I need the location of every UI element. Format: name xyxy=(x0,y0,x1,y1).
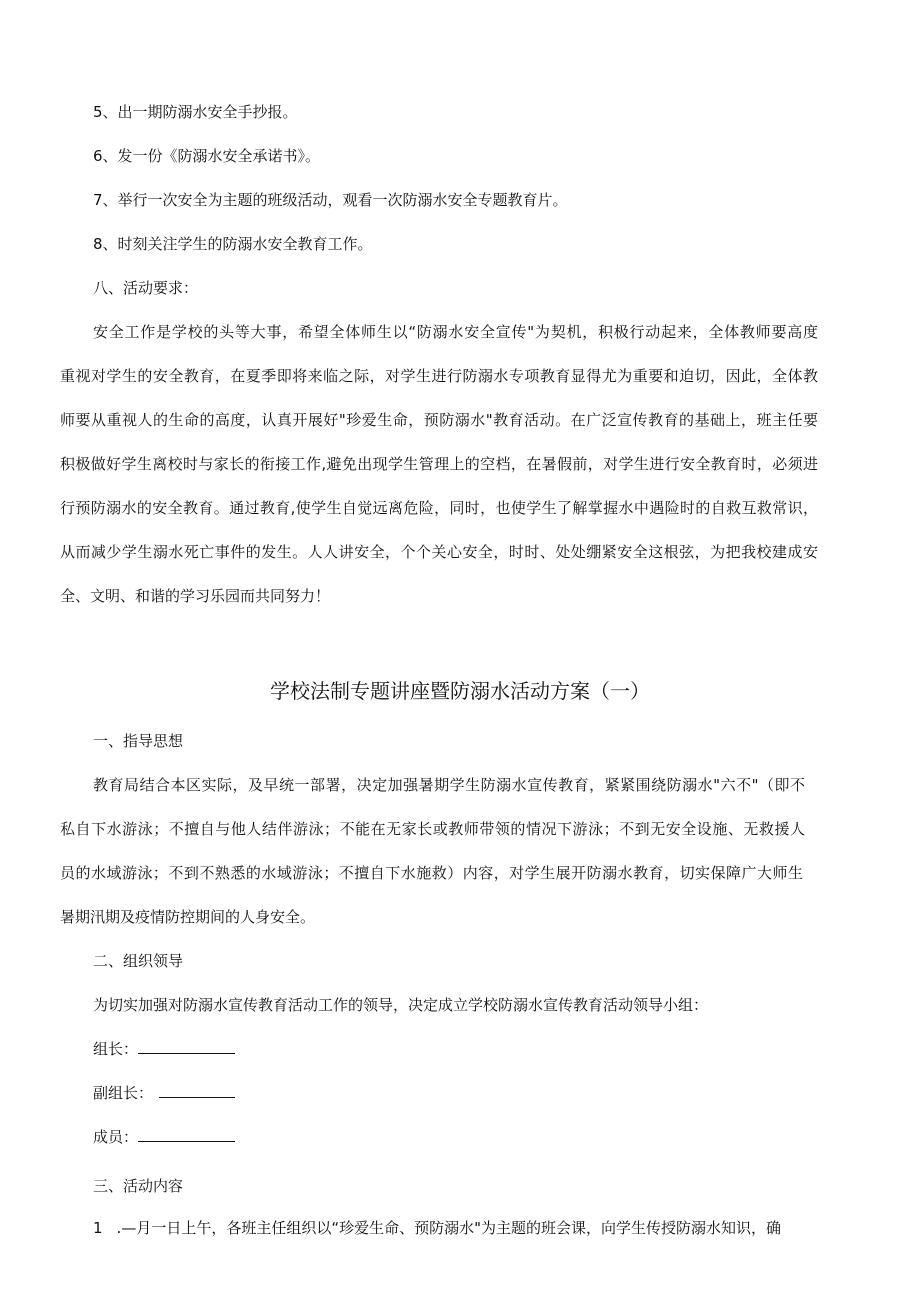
leader-row xyxy=(93,1039,235,1059)
paragraph-line: 积极做好学生离校时与家长的衔接工作,避免出现学生管理上的空档，在暑假前，对学生进行安全教育时，必须进 xyxy=(60,455,818,473)
section-heading: 二、组织领导 xyxy=(93,952,184,970)
paragraph-line: 安全工作是学校的头等大事，希望全体师生以“防溺水安全宣传"为契机，积极行动起来，全体教师要高度 xyxy=(93,323,818,341)
paragraph-line: 员的水域游泳；不到不熟悉的水域游泳；不擅自下水施救）内容，对学生展开防溺水教育，切实保障广大师生 xyxy=(60,864,803,882)
paragraph-line: 师要从重视人的生命的高度，认真开展好"珍爱生命，预防溺水"教育活动。在广泛宣传教育的基础上，班主任要 xyxy=(60,411,818,429)
section-heading: 三、活动内容 xyxy=(93,1177,184,1195)
paragraph-line: 为切实加强对防溺水宣传教育活动工作的领导，决定成立学校防溺水宣传教育活动领导小组： xyxy=(93,996,709,1014)
list-item: 8、时刻关注学生的防溺水安全教育工作。 xyxy=(93,235,373,253)
deputy-blank xyxy=(159,1083,235,1098)
item-number: 1 xyxy=(93,1219,103,1237)
list-item xyxy=(93,1218,781,1238)
section-heading: 八、活动要求： xyxy=(93,279,199,297)
paragraph-line: 从而减少学生溺水死亡事件的发生。人人讲安全，个个关心安全，时时、处处绷紧安全这根弦，为把我校建成安 xyxy=(60,543,818,561)
paragraph-line: 全、文明、和谐的学习乐园而共同努力！ xyxy=(60,587,331,605)
paragraph-line: 暑期汛期及疫情防控期间的人身安全。 xyxy=(60,908,316,926)
member-blank xyxy=(138,1127,235,1142)
section-heading: 一、指导思想 xyxy=(93,732,184,750)
member-label: 成员： xyxy=(93,1128,139,1146)
paragraph-line: 教育局结合本区实际，及早统一部署，决定加强暑期学生防溺水宣传教育，紧紧围绕防溺水"六不"（即不 xyxy=(93,776,805,794)
list-item: 5、出一期防溺水安全手抄报。 xyxy=(93,103,298,121)
deputy-label: 副组长： xyxy=(93,1084,154,1102)
item-text: .—月一日上午，各班主任组织以“珍爱生命、预防溺水"为主题的班会课，向学生传授防溺水知识，确 xyxy=(116,1219,781,1237)
paragraph-line: 私自下水游泳；不擅自与他人结伴游泳；不能在无家长或教师带领的情况下游泳；不到无安全设施、无救援人 xyxy=(60,820,805,838)
paragraph-line: 重视对学生的安全教育，在夏季即将来临之际，对学生进行防溺水专项教育显得尤为重要和迫切，因此，全体教 xyxy=(60,367,818,385)
leader-label: 组长： xyxy=(93,1040,139,1058)
page-title: 学校法制专题讲座暨防溺水活动方案（一） xyxy=(270,679,650,703)
list-item: 6、发一份《防溺水安全承诺书》。 xyxy=(93,147,321,165)
leader-blank xyxy=(138,1039,235,1054)
list-item: 7、举行一次安全为主题的班级活动，观看一次防溺水安全专题教育片。 xyxy=(93,191,568,209)
member-row xyxy=(93,1127,235,1147)
deputy-row xyxy=(93,1083,235,1103)
paragraph-line: 行预防溺水的安全教育。通过教育,使学生自觉远离危险，同时，也使学生了解掌握水中遇险时的自救互救常识， xyxy=(60,499,818,517)
